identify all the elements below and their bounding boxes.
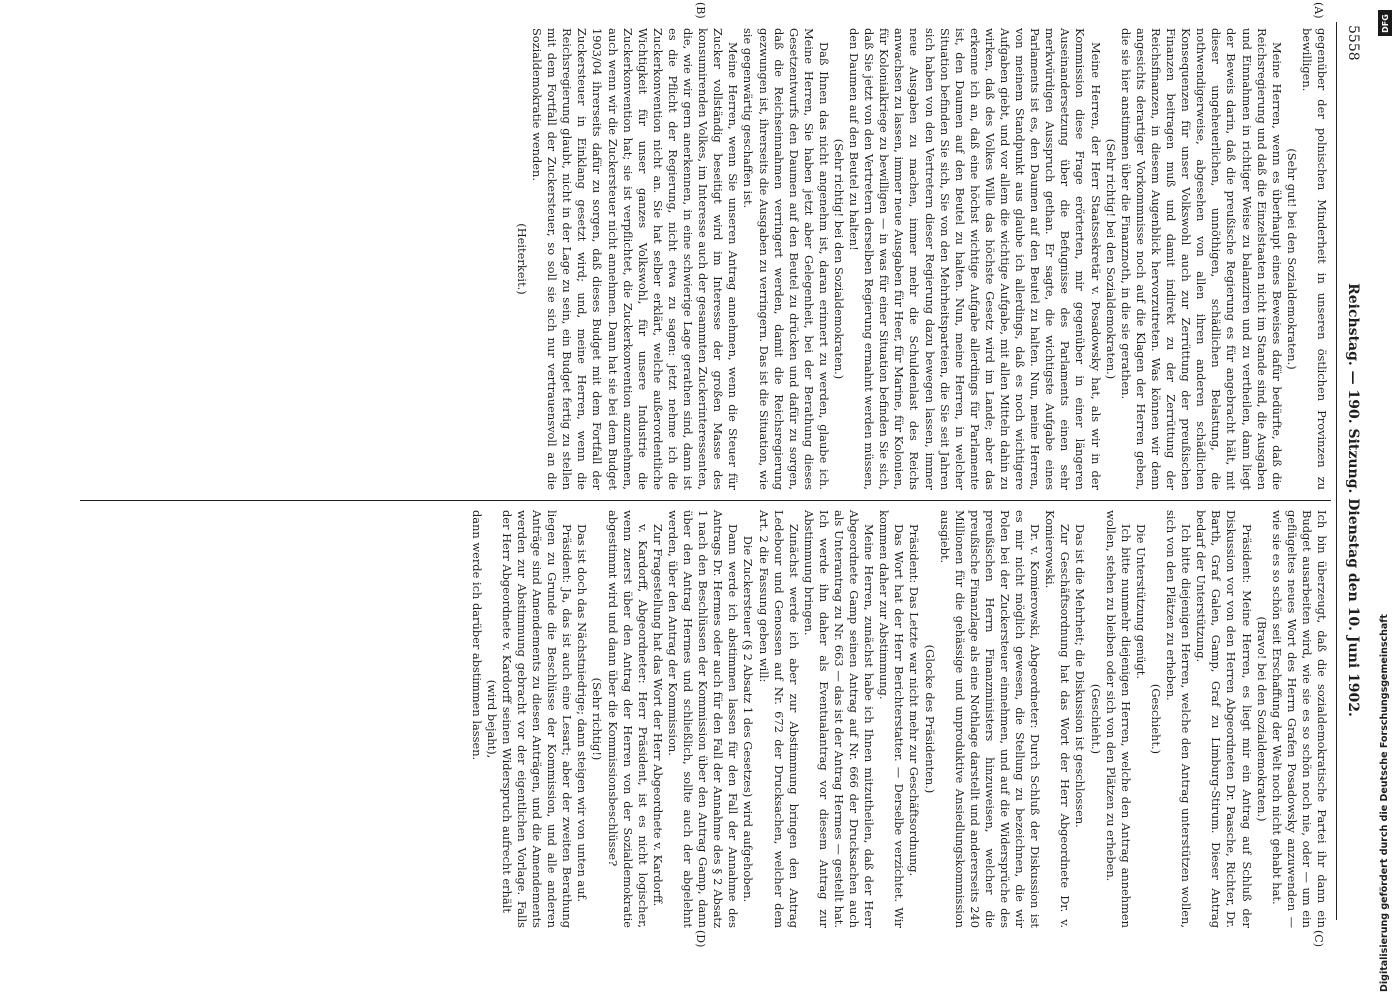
interjection: (Sehr gut! bei den Sozialdemokraten.) bbox=[1284, 148, 1299, 370]
paragraph: v. Kardorff, Abgeordneter: Herr Präsident, ist es nicht logischer, wenn zuerst über den Antrag der Herren von der Sozialdemokratie abgestimmt wird und dann über die Kommissionsbeschlüsse? bbox=[605, 510, 650, 928]
interjection: (Sehr richtig! bei den Sozialdemokraten.) bbox=[1103, 138, 1118, 380]
page-number: 5558 bbox=[1345, 25, 1361, 61]
paragraph: Ich bitte diejenigen Herren, welche den Antrag unterstützen wollen, sich von den Plätzen zu erheben. bbox=[1164, 510, 1194, 928]
interjection: (Glocke des Präsidenten.) bbox=[922, 644, 937, 794]
paragraph: Das ist doch das Nächstniedrige; dann steigen wir von unten auf. bbox=[575, 524, 590, 902]
interjection: (Bravo! bei den Sozialdemokraten.) bbox=[1254, 616, 1269, 822]
paragraph: Das ist die Mehrheit; die Diskussion ist geschlossen. bbox=[1073, 524, 1088, 828]
right-column bbox=[469, 510, 1329, 928]
paragraph: Dr. v. Komierowski, Abgeordneter: Durch Schluß der Diskussion ist es mir nicht möglich gewesen, die Stellung zu bezeichnen, die wir Polen bei der Zuckersteuer einnehmen, und auf die Widersprüche des preußischen Herrn Finanzministers hinzuweisen, welcher die preußische Finanzlage als eine Nothlage darstellt und andererseits 240 Millionen für die gehässige und unproduktive Ansiedlungskommission ausgiebt. bbox=[937, 510, 1043, 928]
interjection: (Geschieht.) bbox=[1088, 683, 1103, 755]
paragraph: Meine Herren, wenn Sie unseren Antrag annehmen, wenn die Steuer für Zucker vollständig beseitigt wird im Interesse der großen Masse des konsumirenden Volkes, im Interesse auch der gesammten Zuckerinteressenten, die, wie wir gern anerkennen, in eine schwierige Lage gerathen sind, dann ist es die Pflicht der Regierung, nicht etwa zu sagen: jetzt nehme ich die Zuckerkonvention nicht an. Sie hat selber erklärt, welche außerordentliche Wichtigkeit für unser ganzes Volkswohl, für unsere Industrie die Zuckerkonvention hat; sie ist verpflichtet, die Zuckerkonvention anzunehmen, auch wenn wir die Zuckersteuer nicht annehmen. Dann hat sie bei dem Budget 1903/04 ihrerseits dafür zu sorgen, daß dieses Budget mit dem Fortfall der Zuckersteuer in Einklang gesetzt wird; und, meine Herren, wenn die Reichsregierung glaubt, nicht in der Lage zu sein, ein Budget fertig zu stellen mit dem Fortfall der Zuckersteuer, so soll sie sich nur vertrauensvoll an die Sozialdemokratie wenden. bbox=[530, 28, 741, 490]
margin-mark-d: (D) bbox=[694, 930, 707, 948]
interjection: (wird bejaht), bbox=[484, 679, 499, 759]
margin-mark-b: (B) bbox=[694, 2, 707, 19]
paragraph: Ich bitte nunmehr diejenigen Herren, welche den Antrag annehmen wollen, stehen zu bleiben oder sich von den Plätzen zu erheben. bbox=[1103, 510, 1133, 928]
column-divider bbox=[80, 500, 1331, 501]
dfg-logo-text: DFG bbox=[1380, 13, 1390, 33]
paragraph: Präsident: Ja, das ist auch eine Lesart; aber der zweiten Berathung liegen zu Grunde die Beschlüsse der Kommission, und alle anderen Anträge sind Amendements zu diesen Anträgen, und die Amendements werden zur Abstimmung gebracht vor der eigentlichen Vorlage. Falls der Herr Abgeordnete v. Kardorff seinen Widerspruch aufrecht erhält bbox=[499, 510, 575, 928]
quoted-text: Die Zuckersteuer (§ 2 Absatz 1 des Gesetzes) wird aufgehoben. bbox=[741, 535, 756, 903]
paragraph: Daß Ihnen das nicht angenehm ist, daran erinnert zu werden, glaube ich. Meine Herren, Sie haben jetzt aber Gelegenheit, bei der Berathung dieses Gesetzentwurfs den Daumen auf den Beutel zu drücken und dafür zu sorgen, daß die Reichseinnahmen verringert werden, damit die Reichsregierung gezwungen ist, ihrerseits die Ausgaben zu verringern. Das ist die Situation, wie sie gegenwärtig geschaffen ist. bbox=[741, 28, 831, 490]
left-column bbox=[514, 28, 1329, 490]
margin-mark-c: (C) bbox=[1312, 930, 1325, 947]
footer-text: Digitalisierung gefördert durch die Deutsche Forschungsgemeinschaft bbox=[1379, 614, 1390, 992]
paragraph: Zur Fragestellung hat das Wort der Herr Abgeordnete v. Kardorff. bbox=[650, 524, 665, 907]
dfg-logo bbox=[1378, 10, 1392, 36]
paragraph: dann werde ich darüber abstimmen lassen. bbox=[469, 510, 484, 761]
interjection: (Heiterkeit.) bbox=[515, 223, 530, 295]
digitization-footer bbox=[1376, 8, 1394, 992]
paragraph: Die Unterstützung genügt. bbox=[1133, 524, 1148, 679]
page-title bbox=[1339, 0, 1367, 1000]
interjection: (Sehr richtig!) bbox=[590, 677, 605, 761]
header-rule bbox=[1336, 22, 1337, 920]
page-title-text: Reichstag. — 190. Sitzung. Dienstag den 10. Juni 1902. bbox=[1345, 283, 1361, 717]
paragraph: Zunächst werde ich aber zur Abstimmung bringen den Antrag Ledebour und Genossen auf Nr. 672 der Drucksachen, welcher dem Art. 2 die Fassung geben will: bbox=[756, 510, 801, 928]
paragraph: Präsident: Das Letzte war nicht mehr zur Geschäftsordnung. bbox=[907, 524, 922, 877]
paragraph: Zur Geschäftsordnung hat das Wort der Herr Abgeordnete Dr. v. Komierowski. bbox=[1043, 510, 1073, 928]
margin-mark-a: (A) bbox=[1312, 2, 1325, 19]
paragraph: Präsident: Meine Herren, es liegt mir ein Antrag auf Schluß der Diskussion vor von den Herren Abgeordneten Dr. Paasche, Richter, Dr. Barth, Graf Galen, Gamp, Graf zu Limburg-Stirum. Dieser Antrag bedarf der Unterstützung. bbox=[1194, 510, 1254, 928]
paragraph: Ich bin überzeugt, daß die sozialdemokratische Partei ihr dann ein Budget ausarbeiten wird, wie sie es so schön noch nie, oder — um ein geflügeltes neues Wort des Herrn Grafen Posadowsky anzuwenden — wie sie es so schön seit Erschaffung der Welt noch nicht gehabt hat. bbox=[1269, 510, 1329, 928]
interjection: (Geschieht.) bbox=[1148, 683, 1163, 755]
paragraph: Meine Herren, der Herr Staatssekretär v. Posadowsky hat, als wir in der Kommission diese Frage erörterten, mir gegenüber in einer längeren Auseinandersetzung über die Befugnisse des Parlaments einen sehr merkwürdigen Ausspruch gethan. Er sagte, die wichtigste Aufgabe eines Parlaments ist es, den Daumen auf den Beutel zu halten. Nun, meine Herren, von meinem Standpunkt aus glaube ich allerdings, daß es noch wichtigere Aufgaben giebt, und vor allem die wichtige Aufgabe, mit allen Mitteln dahin zu wirken, daß des Volkes Wille das höchste Gesetz wird im Lande; aber das erkenne ich an, daß eine höchst wichtige Aufgabe allerdings für Parlamente ist, den Daumen auf den Beutel zu halten. Nun, meine Herren, in welcher Situation befinden Sie sich, Sie von den Mehrheitsparteien, die Sie seit Jahren sich haben von den Vertretern dieser Regierung dazu bewegen lassen, immer neue Ausgaben zu machen, immer mehr die Schuldenlast des Reichs anwachsen zu lassen, immer neue Ausgaben für Heer, für Marine, für Kolonien, für Kolonialkriege zu bewilligen — in was für einer Situation befinden Sie sich, daß Sie jetzt von den Vertretern derselben Regierung ermahnt werden müssen, den Daumen auf den Beutel zu halten! bbox=[847, 28, 1103, 490]
paragraph: Meine Herren, zunächst habe ich Ihnen mitzutheilen, daß der Herr Abgeordnete Gamp seinen Antrag auf Nr. 666 der Drucksachen auch als Unterantrag zu Nr. 663 — das ist der Antrag Hermes — gestellt hat. Ich werde ihn daher als Eventualantrag vor diesem Antrag zur Abstimmung bringen. bbox=[801, 510, 877, 928]
paragraph: Meine Herren, wenn es überhaupt eines Beweises dafür bedürfte, daß die Reichsregierung und daß die Einzelstaaten nicht im Stande sind, die Ausgaben und Einnahmen in richtiger Weise zu balanziren und zu vertheilen, dann liegt der Beweis darin, daß die preußische Regierung es für angebracht hält, mit dieser ungeheuerlichen, unnöthigen, schädlichen Belastung, die nothwendigerweise, abgesehen von allen ihren anderen schädlichen Konsequenzen für unser Volkswohl auch zur Zerrüttung der preußischen Finanzen beitragen muß und damit indirekt zu der Zerrüttung der Reichsfinanzen, in diesem Augenblick hervorzutreten. Was können wir denn angesichts derartiger Vorkommnisse noch auf die Klagen der Herren geben, die sie hier anstimmen über die Finanznoth, in die sie gerathen. bbox=[1118, 28, 1284, 490]
paragraph: Das Wort hat der Herr Berichterstatter. — Derselbe verzichtet. Wir kommen daher zur Abstimmung. bbox=[877, 510, 907, 928]
paragraph: gegenüber der polnischen Minderheit in unseren östlichen Provinzen zu bewilligen. bbox=[1299, 28, 1329, 490]
interjection: (Sehr richtig! bei den Sozialdemokraten.) bbox=[832, 138, 846, 380]
paragraph: Dann werde ich abstimmen lassen für den Fall der Annahme des Antrags Dr. Hermes oder auch für den Fall der Annahme des § 2 Absatz 1 nach den Beschlüssen der Kommission über den Antrag Gamp, dann über den Antrag Hermes und schließlich, sollte auch der abgelehnt werden, über den Antrag der Kommission. bbox=[665, 510, 741, 928]
